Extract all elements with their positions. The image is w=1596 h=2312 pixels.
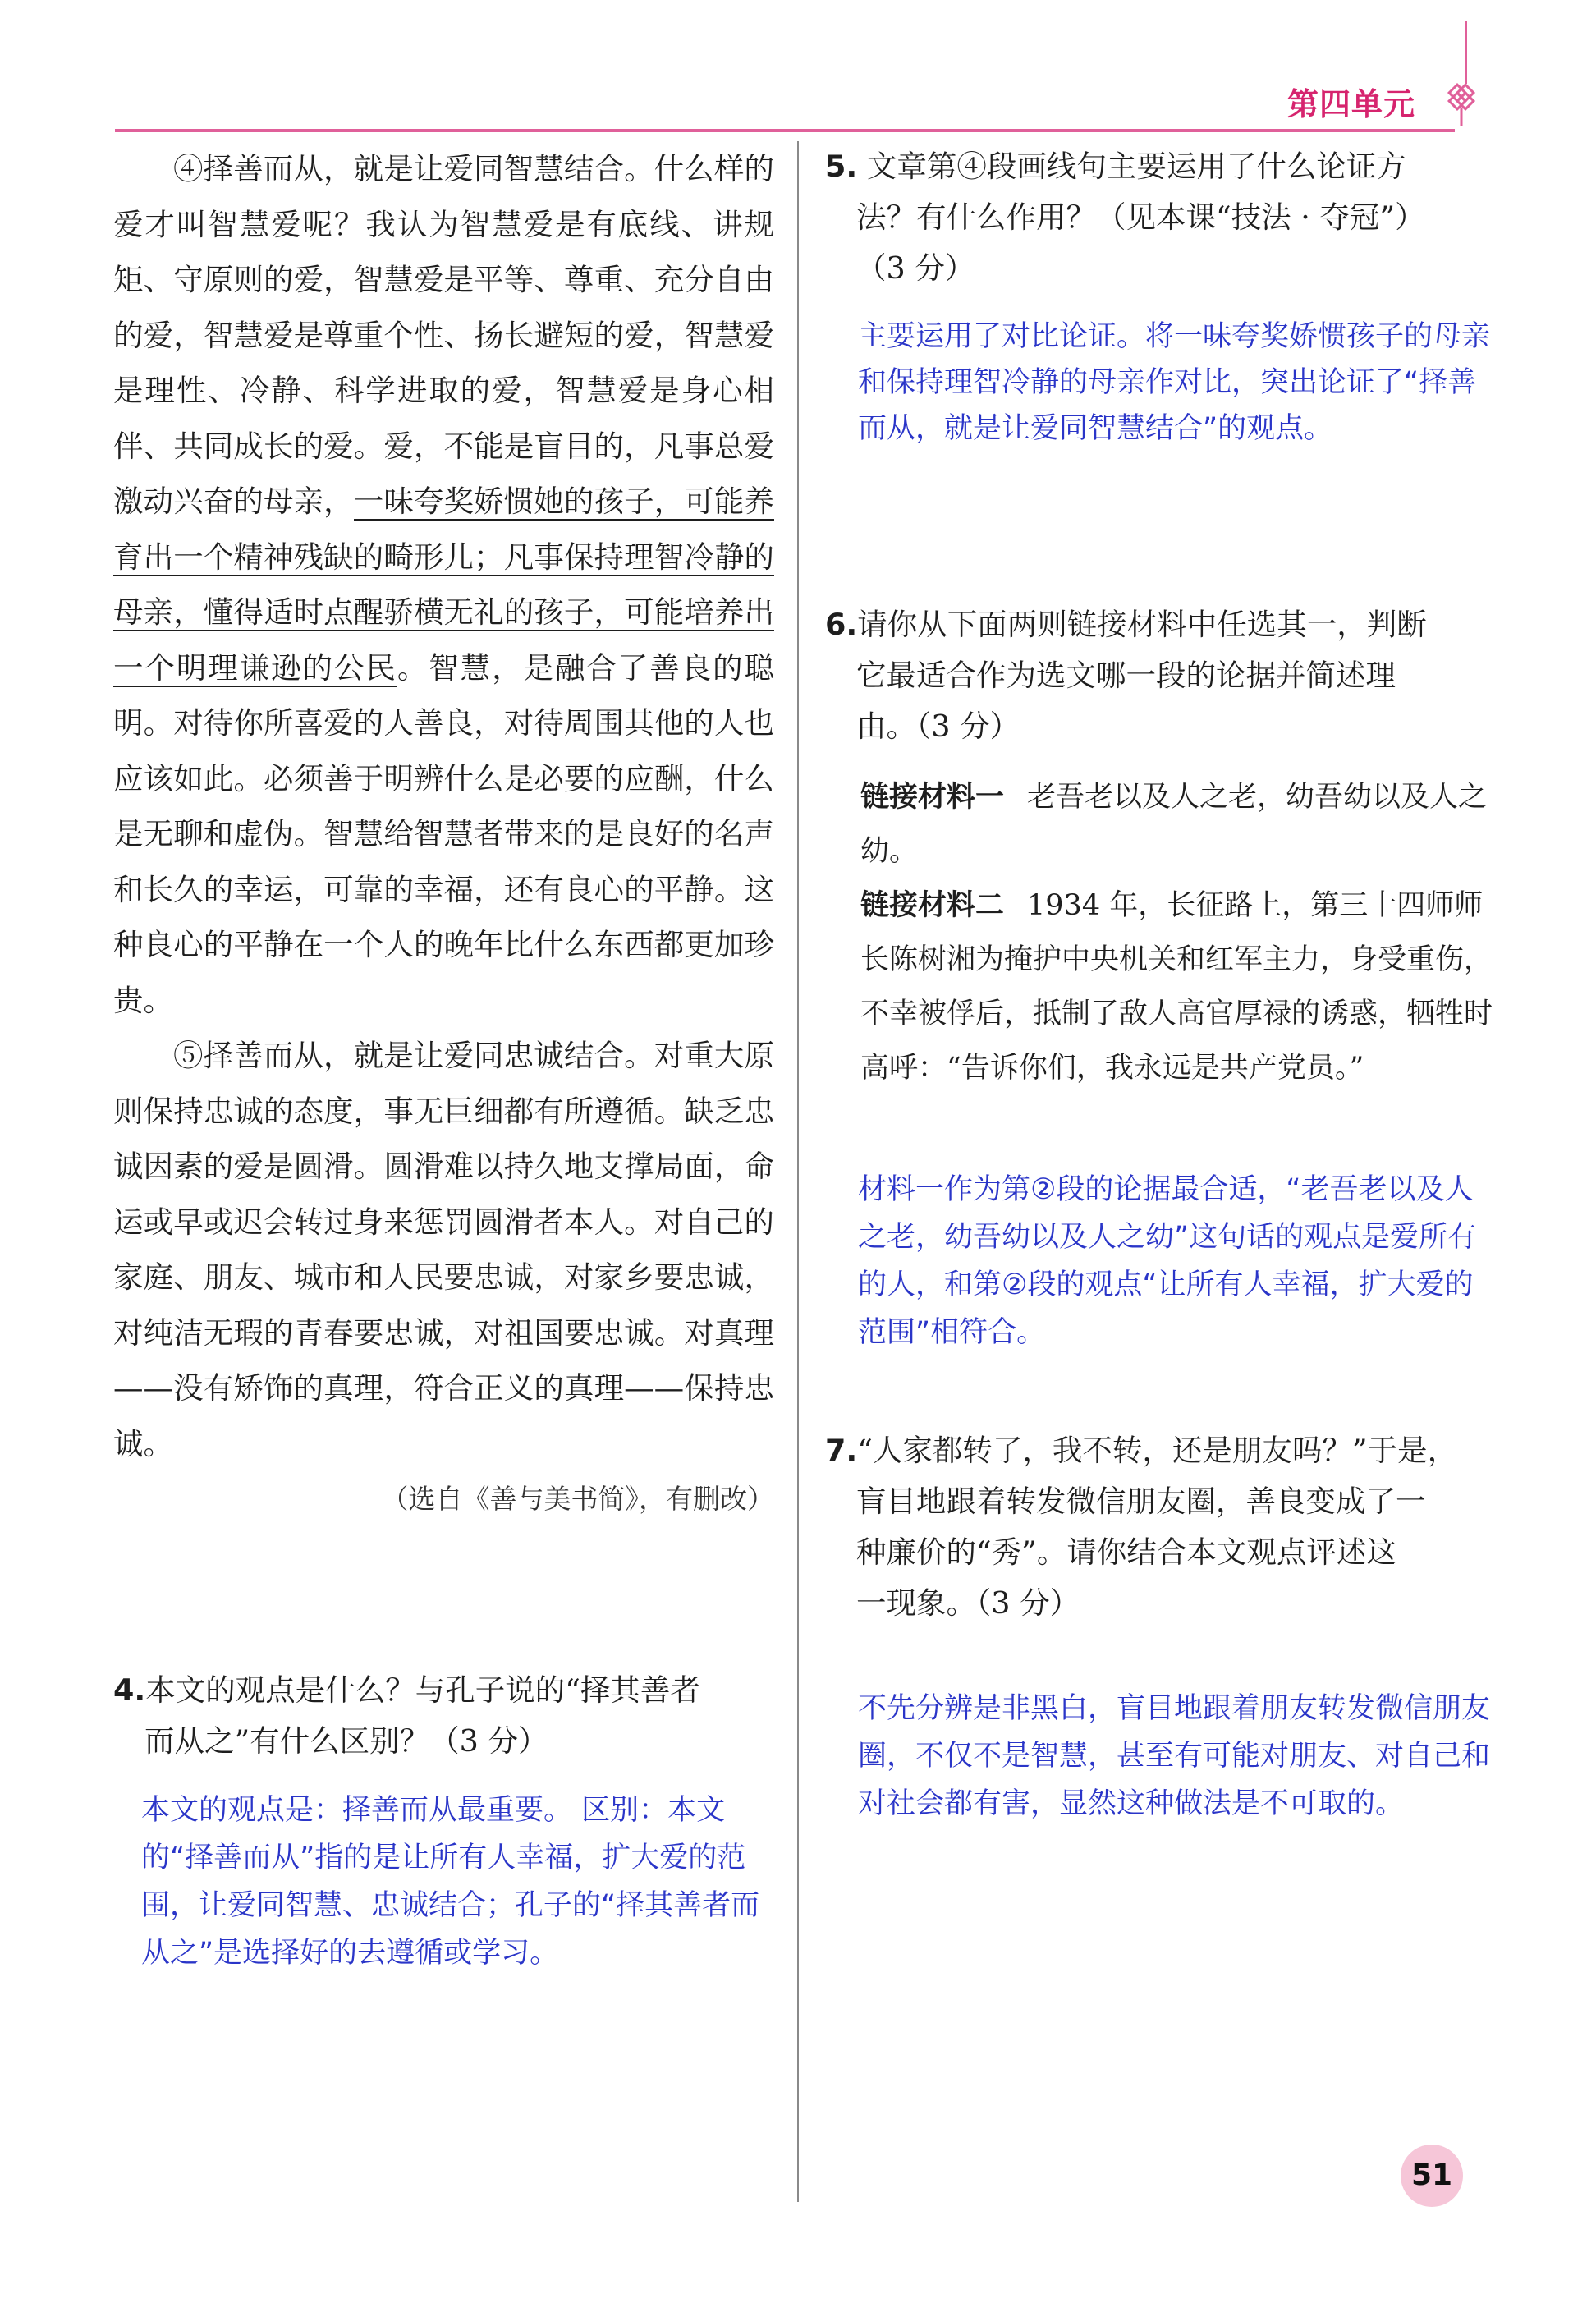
question-6-line-3: 由。（3 分） — [856, 709, 1020, 744]
question-6-line-2: 它最适合作为选文哪一段的论据并简述理 — [856, 658, 1396, 693]
question-6-line-1: 请你从下面两则链接材料中任选其一，判断 — [857, 607, 1427, 642]
header-rule — [115, 129, 1455, 132]
passage-source: （选自《善与美书简》，有删改） — [381, 1483, 774, 1515]
question-7-line-3: 种廉价的“秀”。请你结合本文观点评述这 — [856, 1534, 1396, 1570]
material-2 — [860, 878, 1501, 1095]
question-4 — [113, 1665, 778, 1767]
question-5-line-3: （3 分） — [856, 250, 975, 286]
material-1 — [860, 770, 1501, 878]
unit-title: 第四单元 — [1287, 86, 1416, 122]
question-4-line-2: 而从之”有什么区别？（3 分） — [144, 1723, 548, 1759]
question-5-line-2: 法？有什么作用？（见本课“技法 · 夺冠”） — [856, 200, 1425, 235]
question-number: 5. — [825, 149, 858, 184]
question-7-line-2: 盲目地跟着转发微信朋友圈，善良变成了一 — [856, 1484, 1426, 1519]
paragraph-4-text-b: 。智慧，是融合了善良的聪明。对待你所喜爱的人善良，对待周围其他的人也应该如此。必须善于明辨什么是必要的应酬，什么是无聊和虚伪。智慧给智慧者带来的是良好的名声和长久的幸运，可靠的幸福，还有良心的平静。这种良心的平静在一个人的晚年比什么东西都更加珍贵。 — [113, 649, 775, 1018]
material-1-text: 老吾老以及人之老，幼吾幼以及人之幼。 — [860, 781, 1488, 868]
question-6 — [825, 599, 1498, 752]
question-number: 7. — [825, 1433, 858, 1468]
header-vertical-rule — [1465, 21, 1467, 84]
underlined-sentence: 一味夸奖娇惯她的孩子，可能养育出一个精神残缺的畸形儿；凡事保持理智冷静的母亲，懂得适时点醒骄横无礼的孩子，可能培养出一个明理谦逊的公民 — [113, 484, 775, 686]
material-2-text: 1934 年，长征路上，第三十四师师长陈树湘为掩护中央机关和红军主力，身受重伤，不幸被俘后，抵制了敌人高官厚禄的诱惑，牺牲时高呼：“告诉你们，我永远是共产党员。” — [860, 889, 1493, 1085]
question-4-line-1: 本文的观点是什么？与孔子说的“择其善者 — [145, 1672, 700, 1708]
passage-paragraph-5: ⑤择善而从，就是让爱同忠诚结合。对重大原则保持忠诚的态度，事无巨细都有所遵循。缺乏忠诚因素的爱是圆滑。圆滑难以持久地支撑局面，命运或早或迟会转过身来惩罚圆滑者本人。对自己的家庭、朋友、城市和人民要忠诚，对家乡要忠诚，对纯洁无瑕的青春要忠诚，对祖国要忠诚。对真理——没有矫饰的真理，符合正义的真理——保持忠诚。 — [113, 1038, 774, 1461]
answer-7: 不先分辨是非黑白，盲目地跟着朋友转发微信朋友圈，不仅不是智慧，甚至有可能对朋友、对自己和对社会都有害，显然这种做法是不可取的。 — [858, 1692, 1491, 1820]
passage-paragraph-4 — [113, 141, 774, 1028]
question-7-line-1: “人家都转了，我不转，还是朋友吗？”于是， — [857, 1433, 1458, 1468]
column-divider — [797, 141, 799, 2202]
page-number: 51 — [1401, 2145, 1463, 2207]
question-number: 4. — [113, 1672, 146, 1708]
question-7-line-4: 一现象。（3 分） — [856, 1585, 1080, 1621]
material-2-label: 链接材料二 — [860, 889, 1005, 922]
paragraph-4-text-a: ④择善而从，就是让爱同智慧结合。什么样的爱才叫智慧爱呢？我认为智慧爱是有底线、讲规矩、守原则的爱，智慧爱是平等、尊重、充分自由的爱，智慧爱是尊重个性、扬长避短的爱，智慧爱是理性、冷静、科学进取的爱，智慧爱是身心相伴、共同成长的爱。爱，不能是盲目的，凡事总爱激动兴奋的母亲， — [113, 151, 774, 519]
answer-4: 本文的观点是：择善而从最重要。 区别：本文的“择善而从”指的是让所有人幸福，扩大爱的范围，让爱同智慧、忠诚结合；孔子的“择其善者而从之”是选择好的去遵循或学习。 — [141, 1794, 760, 1970]
question-number: 6. — [825, 607, 858, 642]
question-7 — [825, 1425, 1498, 1629]
question-5-line-1: 文章第④段画线句主要运用了什么论证方 — [866, 149, 1406, 184]
answer-6: 材料一作为第②段的论据最合适，“老吾老以及人之老，幼吾幼以及人之幼”这句话的观点是爱所有的人，和第②段的观点“让所有人幸福，扩大爱的范围”相符合。 — [858, 1173, 1477, 1349]
chinese-knot-icon — [1442, 79, 1479, 128]
answer-5: 主要运用了对比论证。将一味夸奖娇惯孩子的母亲和保持理智冷静的母亲作对比，突出论证了“择善而从，就是让爱同智慧结合”的观点。 — [858, 320, 1491, 445]
reading-passage — [113, 141, 774, 1526]
material-1-label: 链接材料一 — [860, 781, 1005, 814]
question-5 — [825, 141, 1498, 294]
linked-materials — [860, 770, 1501, 1095]
